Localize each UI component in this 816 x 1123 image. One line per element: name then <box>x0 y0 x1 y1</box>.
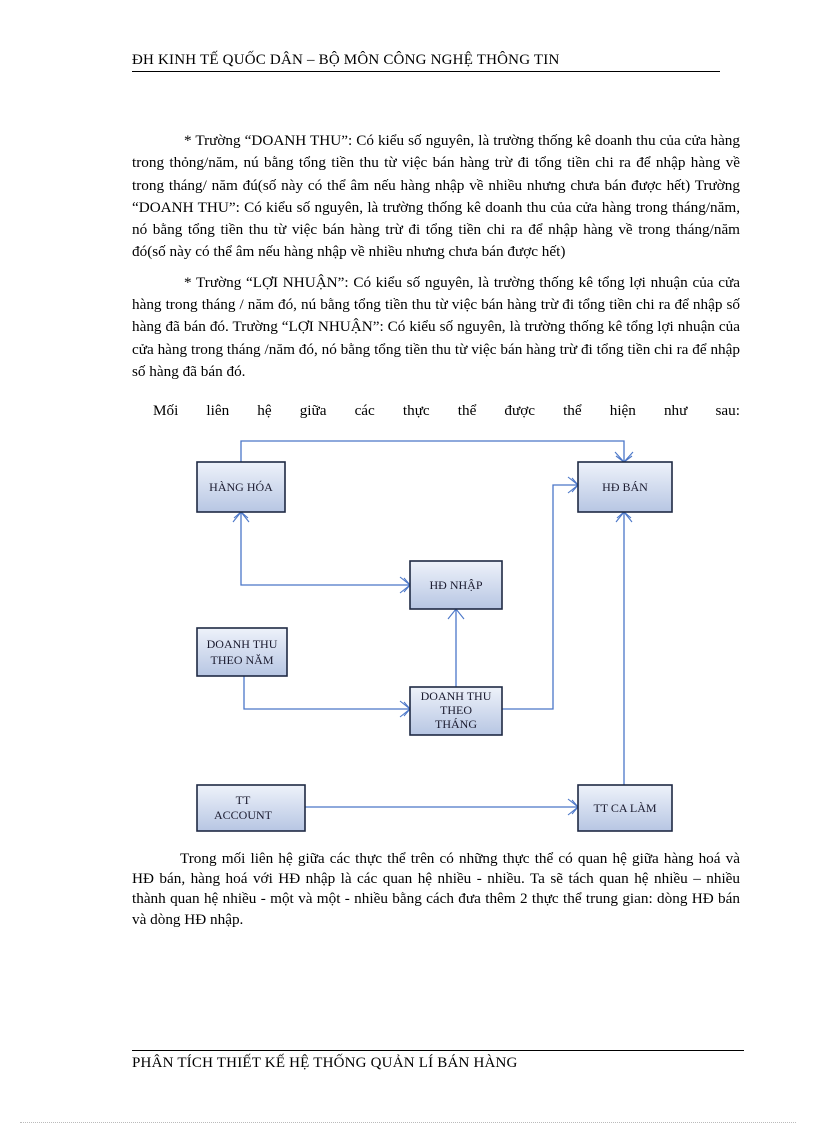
intro-word: giữa <box>299 402 327 419</box>
entity-label: THÁNG <box>435 717 477 731</box>
entity-label: HĐ NHẬP <box>429 578 483 592</box>
intro-word: như <box>663 402 688 419</box>
intro-word: các <box>354 402 375 419</box>
intro-word: được <box>504 402 535 419</box>
intro-word: hiện <box>609 402 636 419</box>
intro-word: thể <box>457 402 477 419</box>
entity-doanh-thu-theo-nam <box>197 628 287 676</box>
entity-label: ACCOUNT <box>213 808 273 822</box>
entity-tt-ca-lam <box>578 785 672 831</box>
link-dtnam-dtthang <box>244 676 410 709</box>
intro-word: thể <box>563 402 582 419</box>
entity-label: DOANH THU <box>420 689 492 703</box>
intro-word: hệ <box>257 402 272 419</box>
paragraph-loi-nhuan: * Trường “LỢI NHUẬN”: Có kiểu số nguyên, là trường thống kê tổng lợi nhuận của cửa hàng trong tháng / năm đó, nú bằng tổng tiền thu từ việc bán hàng trừ đi tổng tiền chi ra để nhập số hàng đã bán đó. Trường “LỢI NHUẬN”: Có kiểu số nguyên, là trường thống kê tổng lợi nhuận của cửa hàng trong tháng /năm đó, nó bằng tổng tiền thu từ việc bán hàng trừ đi tổng tiền chi ra để nhập số hàng đã bán đó. <box>132 273 740 380</box>
intro-word: sau: <box>715 402 740 419</box>
relationship-lines <box>241 441 624 807</box>
cardinality-marks <box>233 452 633 815</box>
entity-label: HĐ BÁN <box>602 480 648 494</box>
intro-word: thực <box>402 402 430 419</box>
link-hanghoa-hdnhap <box>241 512 410 585</box>
entity-label: TT CA LÀM <box>593 801 657 815</box>
entity-hd-nhap <box>410 561 502 609</box>
entity-doanh-thu-theo-thang <box>410 687 502 735</box>
page-header: ĐH KINH TẾ QUỐC DÂN – BỘ MÔN CÔNG NGHỆ THÔNG TIN <box>132 52 720 72</box>
entity-label: HÀNG HÓA <box>209 480 273 494</box>
intro-word: Mối <box>153 402 179 419</box>
entity-label: TT <box>235 793 251 807</box>
intro-word: liên <box>206 402 230 419</box>
entity-label: DOANH THU <box>206 637 278 651</box>
paragraph-doanh-thu: * Trường “DOANH THU”: Có kiểu số nguyên, là trường thống kê doanh thu của cửa hàng trong thỏng/năm, nú bằng tổng tiền thu từ việc bán hàng trừ đi tổng tiền chi ra để nhập hàng về trong tháng/ năm đú(số này có thể âm nếu hàng nhập về nhiều nhưng chưa bán được hết) Trường “DOANH THU”: Có kiểu số nguyên, là trường thống kê doanh thu của cửa hàng trong tháng/năm, nó bằng tổng tiền thu từ việc bán hàng trừ đi tổng tiền chi ra để nhập hàng về trong tháng/năm đó(số này có thể âm nếu hàng nhập về nhiều nhưng chưa bán được hết) <box>132 132 740 261</box>
entity-label: THEO <box>440 703 472 717</box>
entity-hd-ban <box>578 462 672 512</box>
entity-hang-hoa <box>197 462 285 512</box>
link-dtthang-hdban <box>502 485 578 709</box>
link-hanghoa-hdban <box>241 441 624 462</box>
entity-tt-account <box>197 785 305 831</box>
entity-label: THEO NĂM <box>210 653 274 667</box>
page-footer: PHÂN TÍCH THIẾT KẾ HỆ THỐNG QUẢN LÍ BÁN HÀNG <box>132 1050 744 1072</box>
paragraph-relationship-summary: Trong mối liên hệ giữa các thực thể trên có những thực thể có quan hệ giữa hàng hoá và HĐ bán, hàng hoá với HĐ nhập là các quan hệ nhiều - nhiều. Ta sẽ tách quan hệ nhiều – nhiều thành quan hệ nhiều - một và một - nhiều bằng cách đưa thêm 2 thực thể trung gian: dòng HĐ bán và dòng HĐ nhập. <box>132 850 740 928</box>
